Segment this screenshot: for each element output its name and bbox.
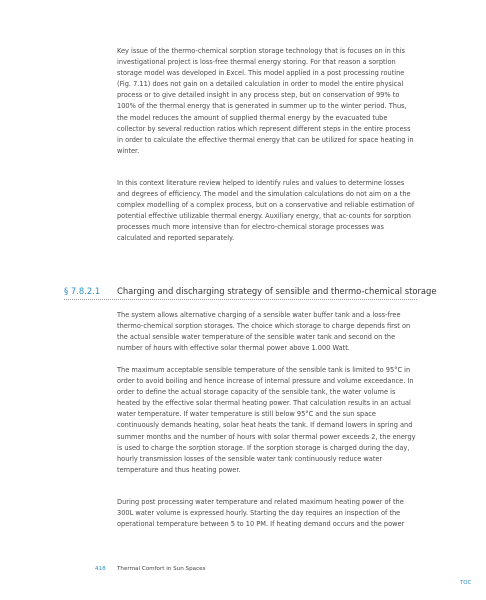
toc-link[interactable]: TOC [460, 580, 472, 586]
body-paragraph-4: The maximum acceptable sensible temperature of the sensible tank is limited to 95°C in order to avoid boiling and hence increase of internal pressure and volume exceedance. In order to define the actual storage capacity of the sensible tank, the water volume is heated by the effective solar thermal heating power. That calculation results in an actual water temperature. If water temperature is still below 95°C and the sun space continuously demands heating, solar heat heats the tank. If demand lowers in spring and summer months and the number of hours with solar thermal power exceeds 2, the energy is used to charge the sorption storage. If the sorption storage is charged during the day, hourly transmission losses of the sensible water tank continuously reduce water temperature and thus heating power. [117, 366, 416, 474]
body-paragraph-3: The system allows alternative charging of a sensible water buffer tank and a loss-free thermo-chemical sorption storages. The choice which storage to charge depends first on the actual sensible water temperature of the sensible water tank and second on the number of hours with effective solar thermal power above 1.000 Watt. [117, 311, 411, 353]
body-paragraph-5: During post processing water temperature and related maximum heating power of the 300L water volume is expressed hourly. Starting the day requires an inspection of the operational temperature between 5 to 10 PM. If heating demand occurs and the power [117, 498, 405, 529]
body-paragraph-1: Key issue of the thermo-chemical sorption storage technology that is focuses on in this investigational project is loss-free thermal energy storing. For that reason a sorption storage model was developed in Excel. This model applied in a post processing routine (Fig. 7.11) does not gain on a detailed calculation in order to model the entire physical process or to give detailed insight in any process step, but on conservation of 99% to 100% of the thermal energy that is generated in summer up to the winter period. Thus, the model reduces the amount of supplied thermal energy by the evacuated tube collector by several reduction ratios which represent different steps in the entire process in order to calculate the effective thermal energy that can be utilized for space heating in winter. [117, 47, 414, 155]
section-title: Charging and discharging strategy of sensible and thermo-chemical storage [117, 286, 437, 296]
section-divider [64, 299, 417, 300]
section-number: § 7.8.2.1 [64, 286, 101, 296]
running-footer-title: Thermal Comfort in Sun Spaces [117, 566, 206, 572]
body-paragraph-2: In this context literature review helped to identify rules and values to determine losses and degrees of efficiency. The model and the simulation calculations do not aim on a the complex modelling of a complex process, but on a conservative and reliable estimation of potential effective utilizable thermal energy. Auxiliary energy, that ac-counts for sorption processes much more intensive than for electro-chemical storage processes was calculated and reported separately. [117, 179, 415, 243]
page-number: 418 [95, 566, 106, 572]
